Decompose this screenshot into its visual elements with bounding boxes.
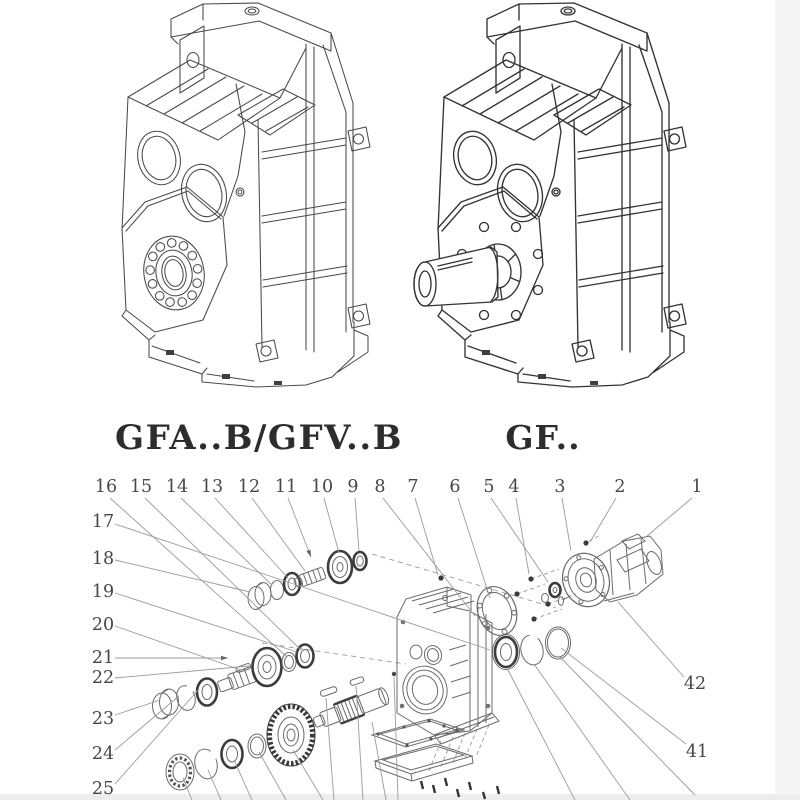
callout-number: 25 — [91, 779, 115, 799]
scan-edge-right — [775, 0, 800, 800]
callout-number: 23 — [91, 709, 115, 729]
callout-number: 5 — [483, 477, 495, 497]
callout-number: 18 — [91, 549, 115, 569]
callout-number: 21 — [91, 648, 115, 668]
leader-line — [115, 593, 297, 652]
callout-number: 12 — [237, 477, 261, 497]
callout-number: 6 — [449, 477, 461, 497]
callout-number: 16 — [94, 477, 118, 497]
leader-line — [115, 626, 241, 670]
seal-ring — [271, 581, 284, 600]
callout-number: 1 — [691, 477, 703, 497]
output-gear — [267, 704, 315, 766]
key — [349, 676, 364, 686]
leader-line — [145, 498, 301, 650]
leader-line — [383, 498, 475, 616]
callout-number: 41 — [685, 742, 709, 762]
spacer-ring — [248, 734, 266, 758]
callout-number: 14 — [165, 477, 189, 497]
input-shaft-parts — [248, 551, 367, 610]
leader-line — [115, 524, 490, 650]
housing-drawing-right — [414, 3, 686, 387]
leader-line — [647, 498, 692, 536]
callout-number: 2 — [614, 477, 626, 497]
motor-bolt — [583, 540, 588, 545]
motor-flange — [556, 547, 616, 613]
callout-number: 42 — [683, 674, 707, 694]
callout-number: 3 — [554, 477, 566, 497]
spacer-ring — [354, 552, 367, 570]
callout-number: 20 — [91, 615, 115, 635]
bearing — [222, 740, 243, 768]
leader-line — [415, 498, 438, 575]
pinion-gear — [328, 551, 352, 583]
leader-line — [491, 498, 548, 582]
motor-pinion — [542, 583, 561, 603]
bearing — [197, 679, 217, 706]
callout-number: 13 — [200, 477, 224, 497]
key — [320, 686, 338, 697]
motor-assembly — [556, 534, 664, 613]
scan-edge-bottom — [0, 794, 800, 800]
leader-line — [324, 498, 339, 553]
callout-number: 17 — [91, 512, 115, 532]
output-shaft — [311, 685, 392, 733]
leader-arrowhead — [221, 656, 228, 660]
leader-line — [561, 648, 686, 744]
callout-number: 19 — [91, 582, 115, 602]
callout-number: 11 — [274, 477, 298, 497]
adapter-flange — [471, 581, 524, 641]
leader-line — [115, 560, 250, 592]
output-shaft-parts — [166, 676, 391, 790]
leader-line — [590, 498, 616, 542]
leader-line — [115, 700, 160, 715]
callout-number: 22 — [91, 668, 115, 688]
callout-labels — [92, 477, 708, 799]
callout-number: 9 — [347, 477, 359, 497]
callout-number: 7 — [407, 477, 419, 497]
leader-line — [252, 498, 305, 571]
leader-line — [458, 498, 490, 598]
callout-number: 10 — [310, 477, 334, 497]
model-label-right: GF.. — [505, 418, 581, 457]
model-label-left: GFA..B/GFV..B — [115, 418, 403, 458]
callout-number: 8 — [374, 477, 386, 497]
leader-arrowhead — [306, 550, 311, 557]
leader-line — [355, 498, 359, 551]
motor-bolts — [438, 575, 550, 621]
leader-line — [115, 666, 249, 678]
ball-bearing — [166, 754, 194, 790]
o-ring — [546, 627, 571, 659]
leader-line — [110, 498, 286, 656]
motor-body — [594, 534, 664, 602]
snap-ring — [192, 747, 221, 781]
leader-line — [288, 498, 311, 557]
oil-pan-gaskets — [372, 719, 499, 799]
housing-drawing-left — [122, 3, 370, 387]
second-stage-gear — [253, 648, 282, 686]
callout-number: 15 — [129, 477, 153, 497]
leader-line — [562, 498, 571, 551]
snap-ring — [518, 633, 546, 667]
leader-line — [516, 498, 529, 574]
washer — [282, 653, 296, 672]
output-flange-and-shaft — [414, 223, 543, 320]
callout-number: 24 — [91, 744, 115, 764]
output-bearing — [493, 635, 520, 670]
hollow-shaft-bearing — [138, 231, 210, 314]
callout-number: 4 — [508, 477, 520, 497]
leader-line — [618, 602, 684, 677]
